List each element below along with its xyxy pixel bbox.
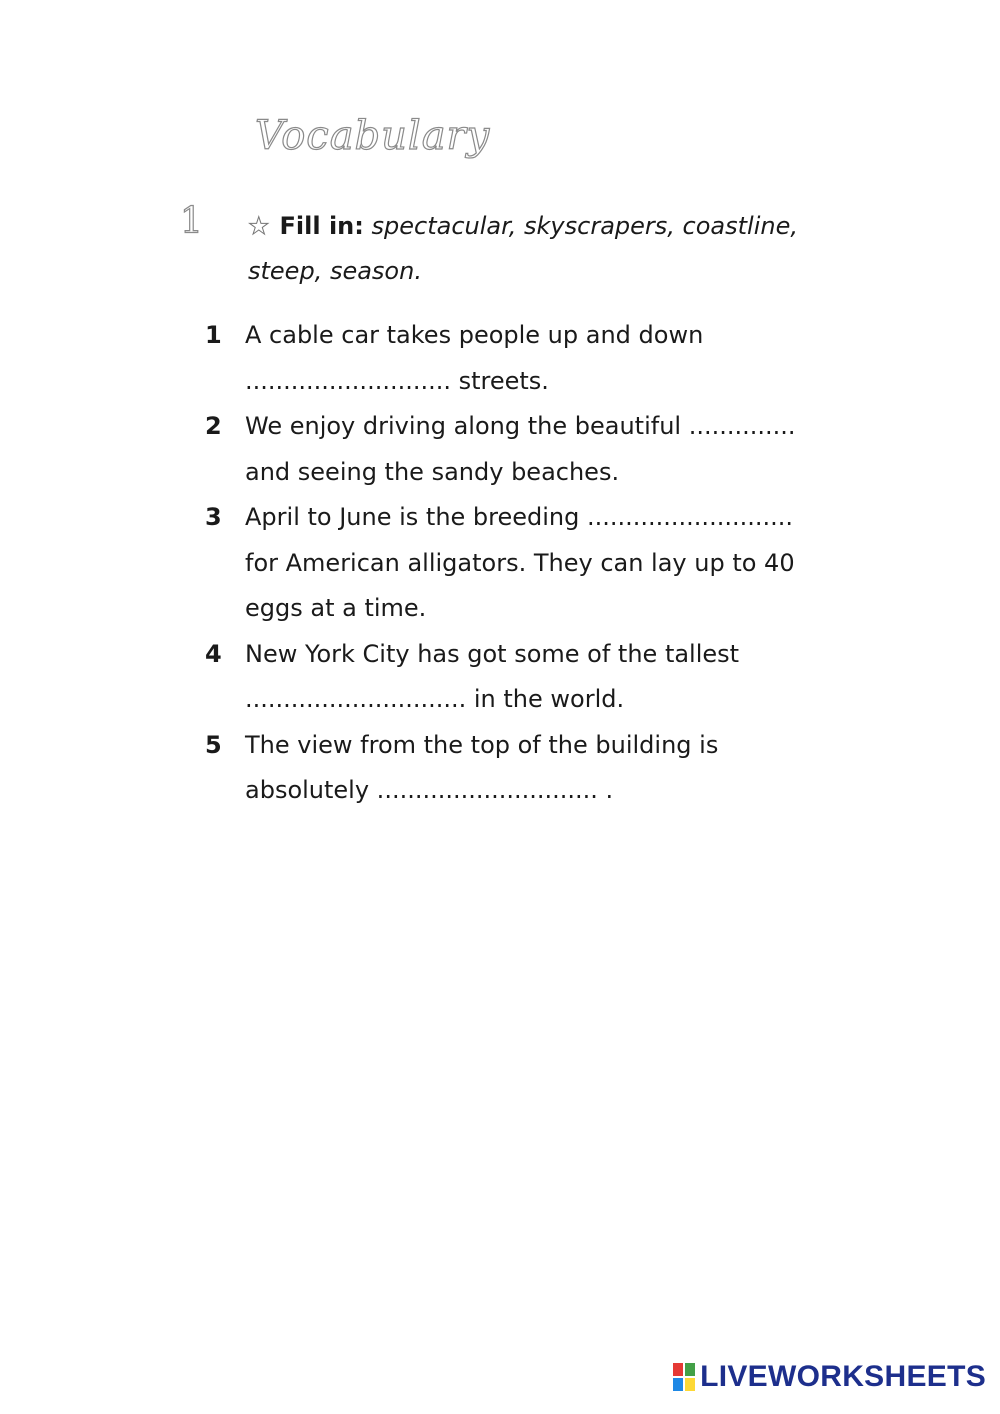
item-text: April to June is the breeding ........................... for American alligators. They can lay up to 40 eggs at a time. (245, 503, 795, 622)
section-title: Vocabulary (255, 113, 491, 159)
logo-square (685, 1378, 695, 1391)
list-item (200, 313, 920, 404)
exercise-instruction (248, 204, 868, 294)
liveworksheets-brand (673, 1360, 986, 1394)
item-text: A cable car takes people up and down ........................... streets. (245, 321, 704, 395)
brand-logo-icon (673, 1363, 695, 1391)
word-list: spectacular, skyscrapers, coastline, steep, season. (248, 212, 798, 285)
list-item (200, 723, 920, 814)
list-item (200, 404, 920, 495)
brand-name: LIVEWORKSHEETS (700, 1360, 986, 1393)
logo-square (685, 1363, 695, 1376)
list-item (200, 495, 920, 632)
item-text: The view from the top of the building is absolutely ............................. . (245, 730, 719, 804)
exercise-number: 1 (180, 201, 203, 242)
logo-square (673, 1363, 683, 1376)
list-item (200, 632, 920, 723)
item-number: 2 (205, 412, 222, 440)
star-icon: ★ (248, 212, 270, 240)
fill-in-label: Fill in: (279, 212, 364, 240)
item-number: 4 (205, 639, 222, 668)
item-number: 5 (205, 730, 222, 759)
item-number: 3 (205, 503, 222, 531)
item-number: 1 (205, 321, 222, 349)
item-text: New York City has got some of the tallest ............................. in the world. (245, 639, 740, 713)
exercise-items (200, 313, 920, 814)
item-text: We enjoy driving along the beautiful .............. and seeing the sandy beaches. (245, 412, 796, 486)
logo-square (673, 1378, 683, 1391)
